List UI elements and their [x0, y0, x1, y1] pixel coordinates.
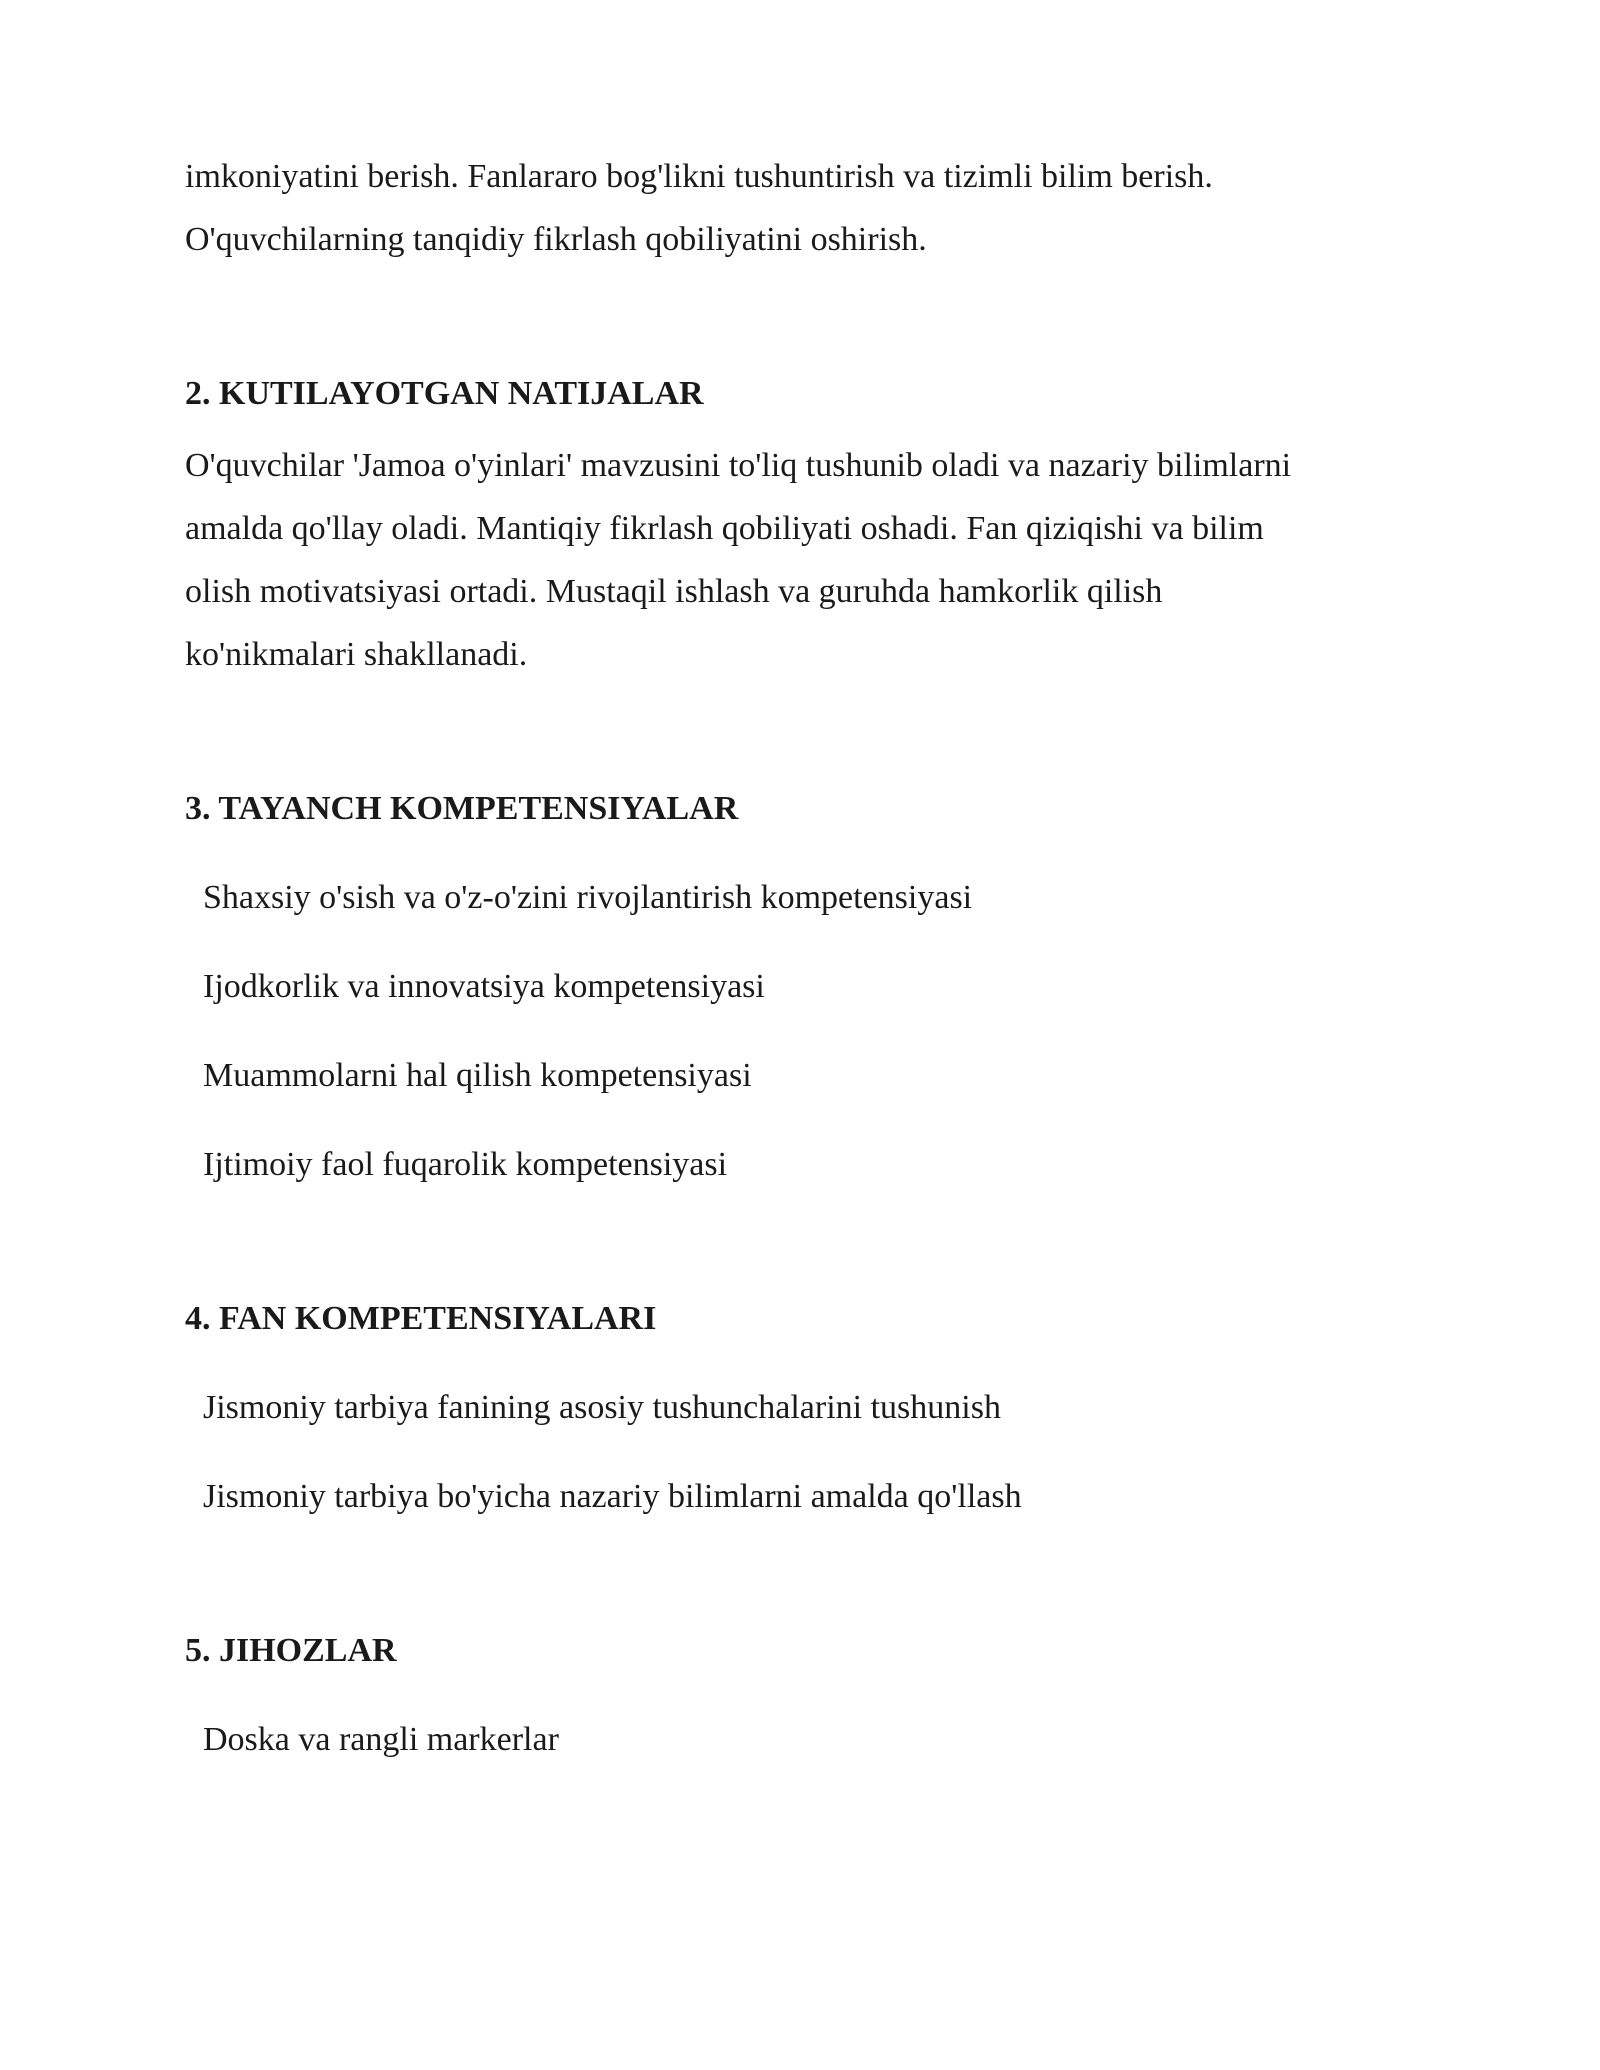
list-item: Ijodkorlik va innovatsiya kompetensiyasi [203, 968, 765, 1005]
paragraph-line: ko'nikmalari shakllanadi. [185, 636, 528, 673]
section-expected-results [185, 374, 1415, 686]
paragraph-line: olish motivatsiyasi ortadi. Mustaqil ishlash va guruhda hamkorlik qilish [185, 573, 1163, 610]
list-item: Muammolarni hal qilish kompetensiyasi [203, 1057, 752, 1094]
paragraph-line: amalda qo'llay oladi. Mantiqiy fikrlash qobiliyati oshadi. Fan qiziqishi va bilim [185, 510, 1264, 547]
section-heading: 5. JIHOZLAR [185, 1632, 397, 1669]
section-paragraph [185, 434, 1415, 686]
section-heading: 4. FAN KOMPETENSIYALARI [185, 1300, 657, 1337]
section-equipment [185, 1631, 1415, 1760]
paragraph-line: O'quvchilar 'Jamoa o'yinlari' mavzusini to'liq tushunib oladi va nazariy bilimlarni [185, 447, 1292, 484]
section-heading: 2. KUTILAYOTGAN NATIJALAR [185, 375, 704, 412]
section-core-competencies [185, 789, 1415, 1185]
intro-line: imkoniyatini berish. Fanlararo bog'likni tushuntirish va tizimli bilim berish. [185, 158, 1213, 195]
list-item: Shaxsiy o'sish va o'z-o'zini rivojlantirish kompetensiyasi [203, 879, 973, 916]
list-item: Jismoniy tarbiya bo'yicha nazariy bilimlarni amalda qo'llash [203, 1478, 1022, 1515]
section-subject-competencies [185, 1299, 1415, 1517]
list-item: Ijtimoiy faol fuqarolik kompetensiyasi [203, 1146, 728, 1183]
list-item: Doska va rangli markerlar [203, 1721, 559, 1758]
intro-paragraph [185, 145, 1415, 271]
intro-line: O'quvchilarning tanqidiy fikrlash qobiliyatini oshirish. [185, 221, 927, 258]
list-item: Jismoniy tarbiya fanining asosiy tushunchalarini tushunish [203, 1389, 1001, 1426]
document-page [185, 145, 1415, 1760]
section-heading: 3. TAYANCH KOMPETENSIYALAR [185, 790, 739, 827]
